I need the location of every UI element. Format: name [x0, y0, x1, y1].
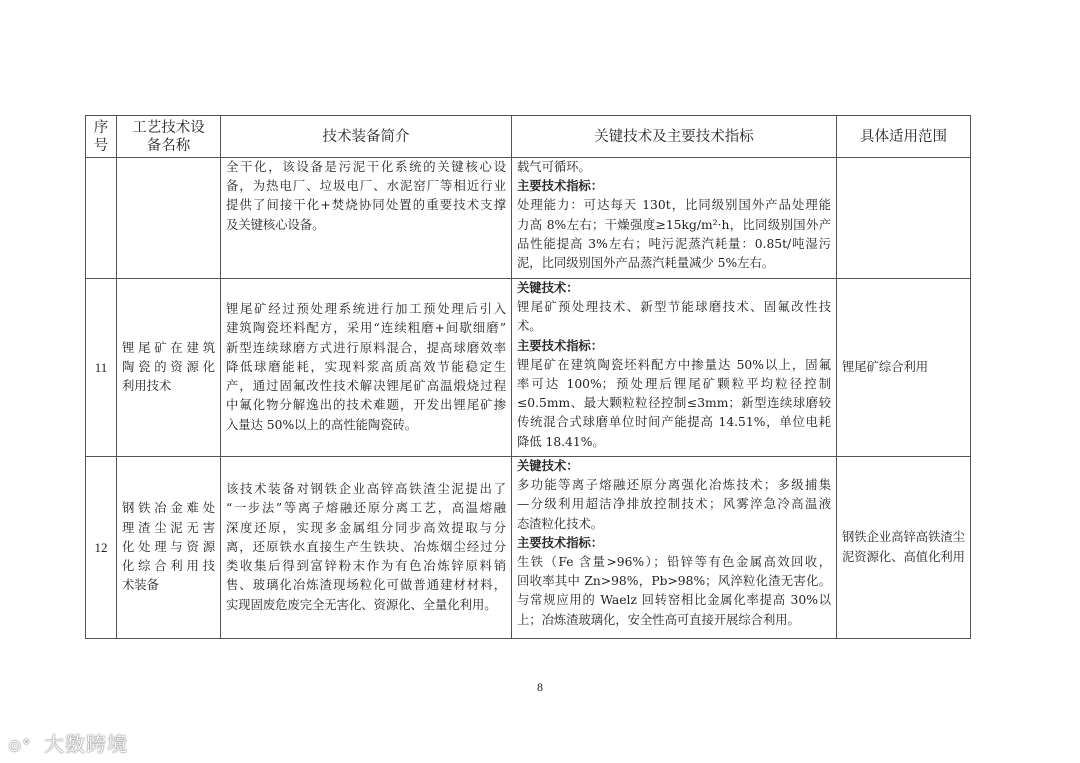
text-line: 载气可循环。	[517, 160, 591, 174]
text-line: —分级利用超洁净排放控制技术；风雾淬急冷高温液	[517, 497, 831, 512]
text-line: 锂尾矿在建筑	[122, 340, 215, 355]
table-row	[86, 457, 971, 639]
text-line: 泥资源化、高值化利用	[842, 549, 965, 564]
text-line: 力高 8%左右；干燥强度≥15kg/m²·h，比同级别国外产	[517, 217, 831, 232]
table-header-row	[86, 116, 971, 158]
text-line: 降低球磨能耗，实现料浆高质高效节能稳定生	[226, 359, 506, 374]
watermark-text: 大数跨境	[44, 732, 128, 756]
main-index-label: 主要技术指标：	[517, 179, 604, 194]
text-line: 传统混合式球磨单位时间产能提高 14.51%，单位电耗	[517, 415, 831, 430]
text-line: 备，为热电厂、垃圾电厂、水泥窑厂等相近行业	[226, 179, 506, 194]
header-key-tech: 关键技术及主要技术指标	[512, 116, 837, 158]
text-line: 理渣尘泥无害	[122, 520, 215, 535]
text-line: 术。	[517, 319, 542, 334]
text-line: 实现固废危废完全无害化、资源化、全量化利用。	[226, 597, 497, 612]
table-row	[86, 158, 971, 279]
key-tech-label: 关键技术：	[517, 459, 579, 473]
key-tech-indexes	[512, 158, 837, 279]
text-line: 品性能提高 3%左右；吨污泥蒸汽耗量：0.85t/吨湿污	[517, 236, 831, 251]
text-line: 类收集后得到富锌粉末作为有色冶炼锌原料销	[226, 559, 506, 574]
table-row	[86, 279, 971, 457]
main-index-label: 主要技术指标：	[517, 535, 604, 550]
text-line: 利用技术	[122, 379, 172, 394]
application-scope	[837, 457, 971, 639]
text-line: 深度还原，实现多金属组分同步高效提取与分	[226, 520, 506, 535]
header-name: 工艺技术设 备名称	[117, 116, 221, 158]
text-line: 入量达 50%以上的高性能陶瓷砖。	[226, 417, 418, 432]
equipment-name	[117, 457, 221, 639]
equipment-name	[117, 158, 221, 279]
text-line: 多功能等离子熔融还原分离强化冶炼技术；多级捕集	[517, 478, 831, 493]
text-line: 锂尾矿综合利用	[842, 359, 929, 374]
header-seq: 序 号	[86, 116, 117, 158]
text-line: 售、玻璃化冶炼渣现场粒化可做普通建材材料，	[226, 578, 506, 593]
text-line: 陶瓷的资源化	[122, 359, 215, 374]
text-line: 提供了间接干化+焚烧协同处置的重要技术支撑	[226, 198, 506, 213]
text-line: 降低 18.41%。	[517, 434, 605, 449]
key-tech-indexes	[512, 279, 837, 457]
text-line: 全干化，该设备是污泥干化系统的关键核心设	[226, 160, 506, 174]
text-line: “一步法”等离子熔融还原分离工艺，高温熔融	[226, 501, 506, 516]
text-line: 新型连续球磨方式进行原料混合，提高球磨效率	[226, 340, 506, 355]
equipment-name	[117, 279, 221, 457]
text-line: 回收率其中 Zn>98%，Pb>98%；风淬粒化渣无害化。	[517, 574, 831, 589]
text-line: 建筑陶瓷坯料配方，采用“连续粗磨+间歇细磨”	[226, 321, 506, 336]
equipment-intro	[221, 279, 512, 457]
text-line: 上；冶炼渣玻璃化，安全性高可直接开展综合利用。	[517, 612, 800, 627]
text-line: 率可达 100%；预处理后锂尾矿颗粒平均粒径控制	[517, 377, 831, 392]
text-line: 态渣粒化技术。	[517, 516, 604, 531]
text-line: 处理能力：可达每天 130t，比同级别国外产品处理能	[517, 198, 831, 213]
text-line: 泥，比同级别国外产品蒸汽耗量减少 5%左右。	[517, 256, 775, 271]
row-number: 12	[86, 457, 117, 639]
application-scope	[837, 158, 971, 279]
text-line: 及关键核心设备。	[226, 217, 325, 232]
equipment-intro	[221, 158, 512, 279]
text-line: 术装备	[122, 578, 159, 593]
key-tech-label: 关键技术：	[517, 281, 579, 295]
header-intro: 技术装备简介	[221, 116, 512, 158]
text-line: 产，通过固氟改性技术解决锂尾矿高温煅烧过程	[226, 379, 506, 394]
watermark-logo-icon: ⊙°	[8, 736, 32, 755]
text-line: 离，还原铁水直接生产生铁块、冶炼烟尘经过分	[226, 539, 506, 554]
text-line: 钢铁冶金难处	[122, 501, 215, 516]
text-line: 钢铁企业高锌高铁渣尘	[842, 530, 965, 545]
main-index-label: 主要技术指标：	[517, 338, 604, 353]
text-line: 与常规应用的 Waelz 回转窑相比金属化率提高 30%以	[517, 593, 831, 608]
text-line: ≤0.5mm、最大颗粒粒径控制≤3mm；新型连续球磨较	[517, 396, 831, 411]
text-line: 锂尾矿经过预处理系统进行加工预处理后引入	[226, 302, 506, 317]
page-number: 8	[537, 680, 543, 694]
row-number: 11	[86, 279, 117, 457]
key-tech-indexes	[512, 457, 837, 639]
watermark	[8, 728, 128, 757]
text-line: 锂尾矿在建筑陶瓷坯料配方中掺量达 50%以上，固氟	[517, 357, 831, 372]
equipment-table	[85, 115, 971, 639]
text-line: 该技术装备对钢铁企业高锌高铁渣尘泥提出了	[226, 482, 506, 497]
equipment-intro	[221, 457, 512, 639]
row-number	[86, 158, 117, 279]
text-line: 中氟化物分解逸出的技术难题，开发出锂尾矿掺	[226, 398, 506, 413]
text-line: 生铁（Fe 含量>96%）；铅锌等有色金属高效回收，	[517, 555, 831, 570]
text-line: 化处理与资源	[122, 539, 215, 554]
application-scope	[837, 279, 971, 457]
text-line: 化综合利用技	[122, 559, 215, 574]
header-scope: 具体适用范围	[837, 116, 971, 158]
text-line: 锂尾矿预处理技术、新型节能球磨技术、固氟改性技	[517, 300, 831, 315]
